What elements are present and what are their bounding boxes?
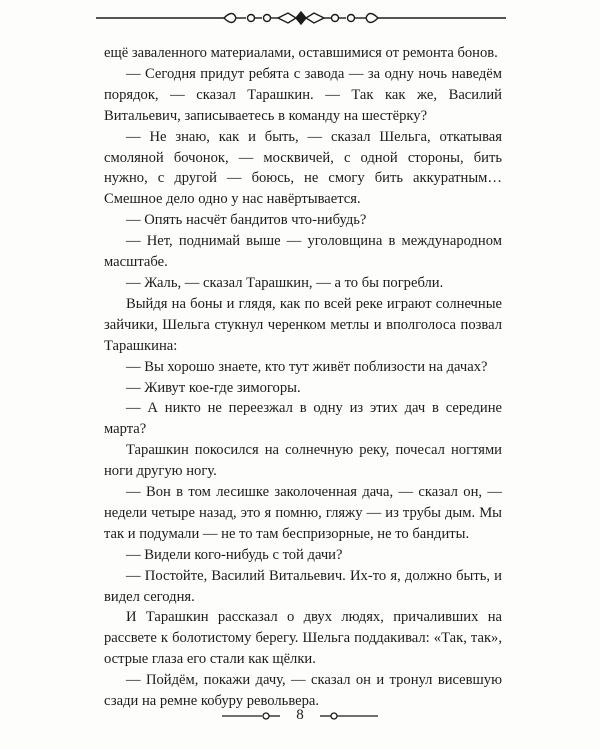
paragraph: — Пойдём, покажи дачу, — сказал он и тронул висевшую сзади на ремне кобуру револьвера. — [104, 672, 502, 710]
paragraph: — Опять насчёт бандитов что-нибудь? — [126, 212, 367, 229]
top-ornament — [96, 4, 506, 28]
paragraph: И Тарашкин рассказал о двух людях, причаливших на рассвете к болотистому берегу. Шельга поддакивал: «Так, так», острые глаза его стали как щёлки. — [104, 609, 502, 668]
paragraph: — Жаль, — сказал Тарашкин, — а то бы погребли. — [126, 274, 444, 291]
paragraph: — Постойте, Василий Витальевич. Их-то я, должно быть, и видел сегодня. — [104, 567, 502, 605]
paragraph: Выйдя на боны и глядя, как по всей реке играют солнечные зайчики, Шельга стукнул черенком метлы и вполголоса позвал Тарашкина: — [104, 295, 502, 354]
paragraph: — Вон в том лесишке заколоченная дача, — сказал он, — недели четыре назад, это я помню, гляжу — из трубы дым. Мы так и подумали — не то там беспризорные, не то бандиты. — [104, 484, 502, 542]
page-number: 8 — [296, 707, 304, 723]
text-block — [104, 43, 502, 712]
paragraph: — Видели кого-нибудь с той дачи? — [126, 546, 343, 563]
paragraph: — Сегодня придут ребята с завода — за одну ночь наведём порядок, — сказал Тарашкин. — Так как же, Василий Витальевич, записываетесь в команду на шестёрку? — [104, 65, 502, 124]
page-footer — [0, 702, 600, 730]
paragraph: — Не знаю, как и быть, — сказал Шельга, откатывая смоляной бочонок, — москвичей, с одной стороны, бить нужно, с другой — боюсь, не смогу бить аккуратным… Смешное дело одно у нас навёртывается. — [104, 128, 502, 208]
paragraph: — Вы хорошо знаете, кто тут живёт поблизости на дачах? — [126, 358, 488, 375]
paragraph: — Живут кое-где зимогоры. — [126, 379, 301, 396]
paragraph: ещё заваленного материалами, оставшимися от ремонта бонов. — [104, 45, 498, 61]
paragraph: — А никто не переезжал в одну из этих дач в середине марта? — [104, 400, 502, 438]
paragraph: Тарашкин покосился на солнечную реку, почесал ногтями ноги другую ногу. — [104, 442, 502, 480]
paragraph: — Нет, поднимай выше — уголовщина в международном масштабе. — [104, 233, 502, 271]
